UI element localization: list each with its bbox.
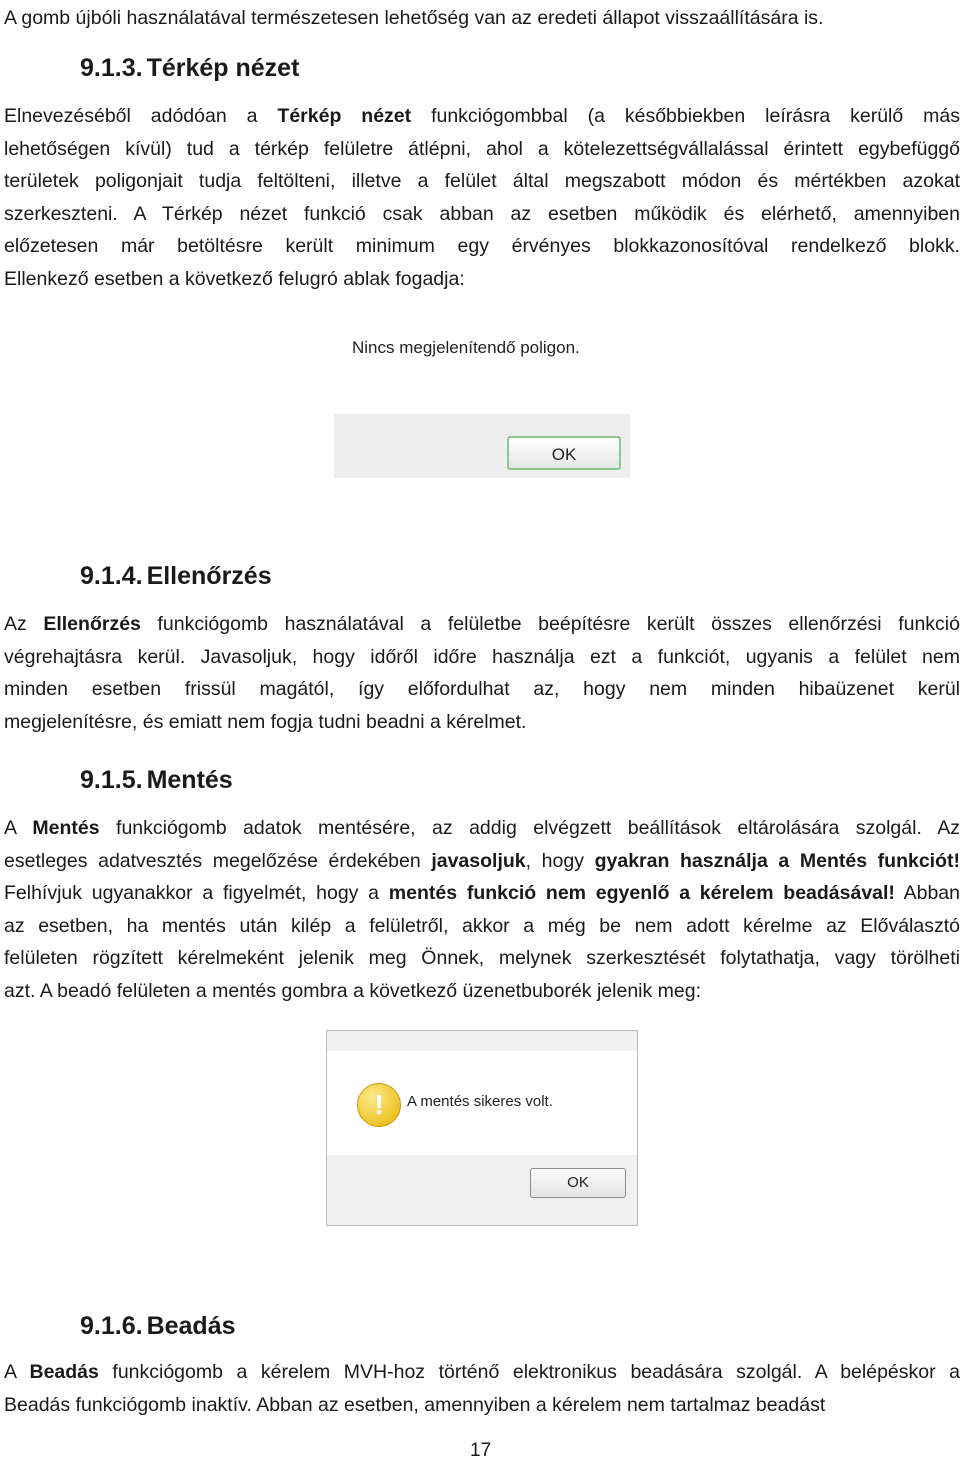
save-success-message: A mentés sikeres volt.	[407, 1093, 553, 1110]
ok-button[interactable]: OK	[530, 1168, 626, 1198]
paragraph-mentes	[4, 812, 960, 1007]
save-success-dialog	[326, 1030, 638, 1226]
warning-icon: !	[357, 1083, 401, 1127]
text-line: A Mentés funkciógomb adatok mentésére, az addig elvégzett beállítások eltárolására szolgál. Az	[4, 817, 960, 839]
text-line: területek poligonjait tudja feltölteni, illetve a felület által megszabott módon és mértékben azokat	[4, 170, 960, 192]
bold-term: Beadás	[29, 1361, 99, 1383]
paragraph-beadas	[4, 1356, 960, 1421]
text-line: Ellenkező esetben a következő felugró ablak fogadja:	[4, 267, 465, 290]
no-polygon-message: Nincs megjelenítendő poligon.	[352, 338, 580, 357]
intro-line: A gomb újbóli használatával természetesen lehetőség van az eredeti állapot visszaállítására is.	[4, 7, 824, 29]
ok-button[interactable]: OK	[507, 436, 621, 470]
bold-term: mentés funkció nem egyenlő a kérelem beadásával!	[388, 882, 895, 904]
text-line: felületen rögzített kérelmeként jelenik meg Önnek, melynek szerkesztését folytathatja, vagy törölheti	[4, 947, 960, 969]
bold-term: gyakran használja a Mentés funkciót!	[594, 849, 960, 872]
dialog-body	[327, 1051, 637, 1155]
heading-9-1-3: 9.1.3. Térkép nézet	[80, 54, 300, 82]
text-line: Beadás funkciógomb inaktív. Abban az esetben, amennyiben a kérelem nem tartalmaz beadást	[4, 1393, 826, 1416]
text-line: előzetesen már betöltésre került minimum egy érvényes blokkazonosítóval rendelkező blokk.	[4, 235, 960, 257]
bold-term: Ellenőrzés	[43, 613, 141, 635]
paragraph-terkep-nezet	[4, 100, 960, 295]
text-line: szerkeszteni. A Térkép nézet funkció csak abban az esetben működik és elérhető, amennyiben	[4, 202, 960, 225]
text-line: esetleges adatvesztés megelőzése érdekében javasoljuk, hogy gyakran használja a Mentés funkciót!	[4, 849, 960, 872]
bold-term: Mentés	[32, 817, 100, 839]
text-line: megjelenítésre, és emiatt nem fogja tudni beadni a kérelmet.	[4, 710, 527, 733]
paragraph-ellenorzes	[4, 608, 960, 738]
text-line: végrehajtásra kerül. Javasoljuk, hogy időről időre használja ezt a funkciót, ugyanis a felület nem	[4, 645, 960, 668]
text-line: az esetben, ha mentés után kilép a felületről, akkor a még be nem adott kérelme az Előválasztó	[4, 914, 960, 937]
text-line: minden esetben frissül magától, így előfordulhat az, hogy nem minden hibaüzenet kerül	[4, 678, 960, 700]
text-line: azt. A beadó felületen a mentés gombra a következő üzenetbuborék jelenik meg:	[4, 979, 702, 1002]
text-line: Elnevezéséből adódóan a Térkép nézet funkciógombbal (a későbbiekben leírásra kerülő más	[4, 105, 960, 127]
no-polygon-dialog	[334, 322, 630, 478]
text-line: Az Ellenőrzés funkciógomb használatával a felületbe beépítésre került összes ellenőrzési funkció	[4, 613, 960, 635]
page-number: 17	[470, 1440, 492, 1461]
bold-term: javasoljuk	[431, 849, 526, 872]
text-line: Felhívjuk ugyanakkor a figyelmét, hogy a mentés funkció nem egyenlő a kérelem beadásával! Abban	[4, 882, 960, 904]
heading-9-1-5: 9.1.5. Mentés	[80, 766, 233, 794]
text-line: lehetőségen kívül) tud a térkép felületre átlépni, ahol a kötelezettségvállalással érintett egybefüggő	[4, 137, 960, 160]
text-line: A Beadás funkciógomb a kérelem MVH-hoz történő elektronikus beadására szolgál. A belépéskor a	[4, 1361, 960, 1383]
heading-9-1-6: 9.1.6. Beadás	[80, 1312, 236, 1340]
heading-9-1-4: 9.1.4. Ellenőrzés	[80, 562, 272, 590]
bold-term: Térkép nézet	[277, 105, 412, 127]
dialog-button-bar	[334, 414, 630, 478]
